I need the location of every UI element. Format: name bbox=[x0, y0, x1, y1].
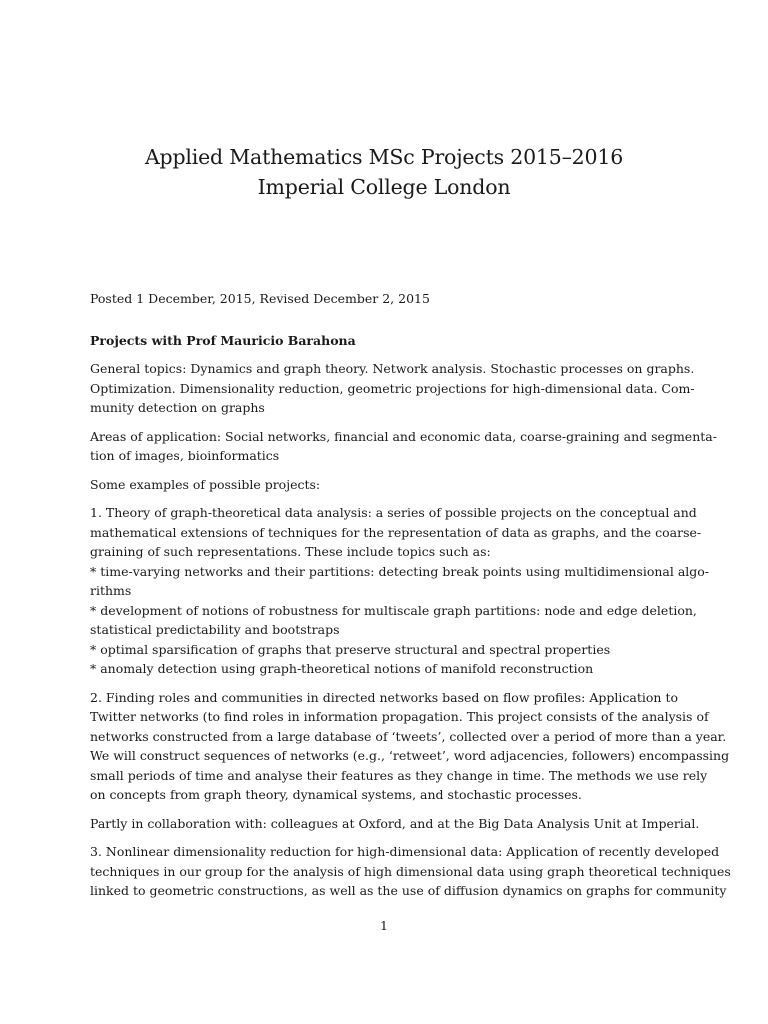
text-line: We will construct sequences of networks (e.g., ‘retweet’, word adjacencies, followers) encompassing bbox=[90, 748, 730, 763]
text-line: * time-varying networks and their partitions: detecting break points using multidimensional algo- bbox=[90, 563, 710, 579]
text-line: on concepts from graph theory, dynamical systems, and stochastic processes. bbox=[90, 787, 582, 802]
text-line: small periods of time and analyse their features as they change in time. The methods we use rely bbox=[90, 767, 708, 783]
text-line: Partly in collaboration with: colleagues at Oxford, and at the Big Data Analysis Unit at Imperial. bbox=[90, 815, 700, 831]
text-line: statistical predictability and bootstraps bbox=[90, 622, 340, 637]
paragraph-project-2 bbox=[90, 688, 730, 805]
paragraph-areas-of-application bbox=[90, 427, 717, 466]
text-line: Areas of application: Social networks, financial and economic data, coarse-graining and segmenta- bbox=[90, 428, 717, 444]
paragraph-collaboration bbox=[90, 814, 700, 834]
document-title bbox=[0, 142, 768, 202]
text-line: networks constructed from a large database of ‘tweets’, collected over a period of more than a year. bbox=[90, 728, 727, 744]
text-line: mathematical extensions of techniques for the representation of data as graphs, and the coarse- bbox=[90, 524, 702, 540]
text-line: rithms bbox=[90, 583, 132, 598]
text-line: * development of notions of robustness for multiscale graph partitions: node and edge deletion, bbox=[90, 602, 697, 618]
text-line: linked to geometric constructions, as well as the use of diffusion dynamics on graphs for community bbox=[90, 883, 727, 898]
text-line: General topics: Dynamics and graph theory. Network analysis. Stochastic processes on graphs. bbox=[90, 361, 695, 376]
text-line: munity detection on graphs bbox=[90, 400, 265, 415]
title-line-1: Applied Mathematics MSc Projects 2015–2016 bbox=[144, 145, 624, 169]
section-heading: Projects with Prof Mauricio Barahona bbox=[90, 333, 356, 348]
paragraph-general-topics bbox=[90, 359, 695, 418]
page-number: 1 bbox=[380, 918, 388, 933]
paragraph-project-1 bbox=[90, 503, 710, 679]
paragraph-examples-intro bbox=[90, 475, 678, 495]
text-line: tion of images, bioinformatics bbox=[90, 448, 280, 463]
text-line: 3. Nonlinear dimensionality reduction for high-dimensional data: Application of recently developed bbox=[90, 844, 720, 859]
title-line-2: Imperial College London bbox=[257, 175, 511, 199]
text-line: Twitter networks (to find roles in information propagation. This project consists of the analysis of bbox=[90, 709, 709, 724]
text-line: * optimal sparsification of graphs that preserve structural and spectral properties bbox=[90, 641, 611, 657]
paragraph-project-3 bbox=[90, 842, 731, 901]
posted-date: Posted 1 December, 2015, Revised December 2, 2015 bbox=[90, 291, 430, 306]
text-line: * anomaly detection using graph-theoretical notions of manifold reconstruction bbox=[90, 661, 594, 676]
text-line: Some examples of possible projects: bbox=[90, 476, 321, 492]
text-line: 1. Theory of graph-theoretical data analysis: a series of possible projects on the conceptual and bbox=[90, 505, 697, 520]
text-line: graining of such representations. These include topics such as: bbox=[90, 544, 491, 559]
text-line: 2. Finding roles and communities in directed networks based on flow profiles: Application to bbox=[90, 689, 678, 705]
text-line: Optimization. Dimensionality reduction, geometric projections for high-dimensional data. Com- bbox=[90, 380, 695, 396]
text-line: techniques in our group for the analysis of high dimensional data using graph theoretical techniques bbox=[90, 863, 731, 879]
document-body bbox=[90, 359, 731, 910]
